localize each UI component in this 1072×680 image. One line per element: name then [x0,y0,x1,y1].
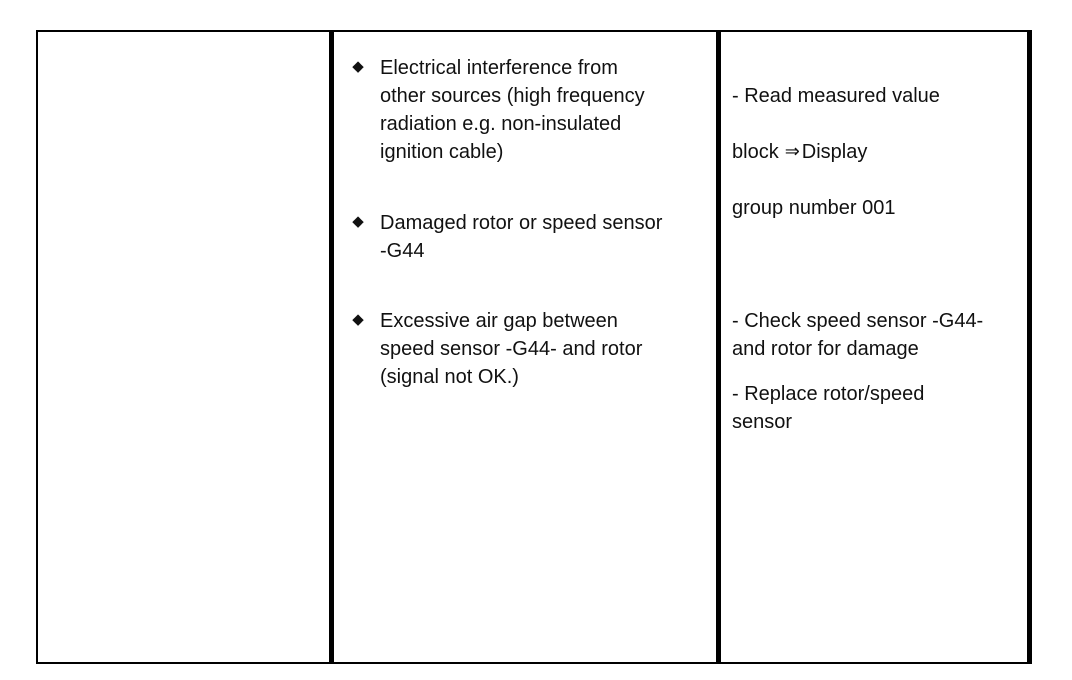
double-arrow-right-icon: ⇒ [784,141,800,161]
cause-item-interference [352,54,702,166]
diamond-bullet-icon: ◆ [352,213,364,230]
remedy-line: Display [801,141,868,163]
remedy-replace-sensor: - Replace rotor/speed sensor [732,383,925,433]
cause-item-damaged-rotor [352,209,702,265]
cause-text: Electrical interference from other sources (high frequency radiation e.g. non-insulated ignition cable) [380,57,645,163]
column-divider-2 [716,30,721,664]
diamond-bullet-icon: ◆ [352,311,364,328]
diamond-bullet-icon: ◆ [352,58,364,75]
remedy-line: - Read measured value [732,85,940,107]
cause-item-air-gap [352,307,702,391]
remedy-line: block [732,141,779,163]
remedy-line: group number 001 [732,197,896,219]
remedy-check-sensor: - Check speed sensor -G44- and rotor for damage [732,310,984,360]
column-divider-1 [329,30,334,664]
remedy-read-value-block [732,54,1032,222]
cause-text: Excessive air gap between speed sensor -G44- and rotor (signal not OK.) [380,310,643,388]
cause-text: Damaged rotor or speed sensor -G44 [380,212,663,262]
